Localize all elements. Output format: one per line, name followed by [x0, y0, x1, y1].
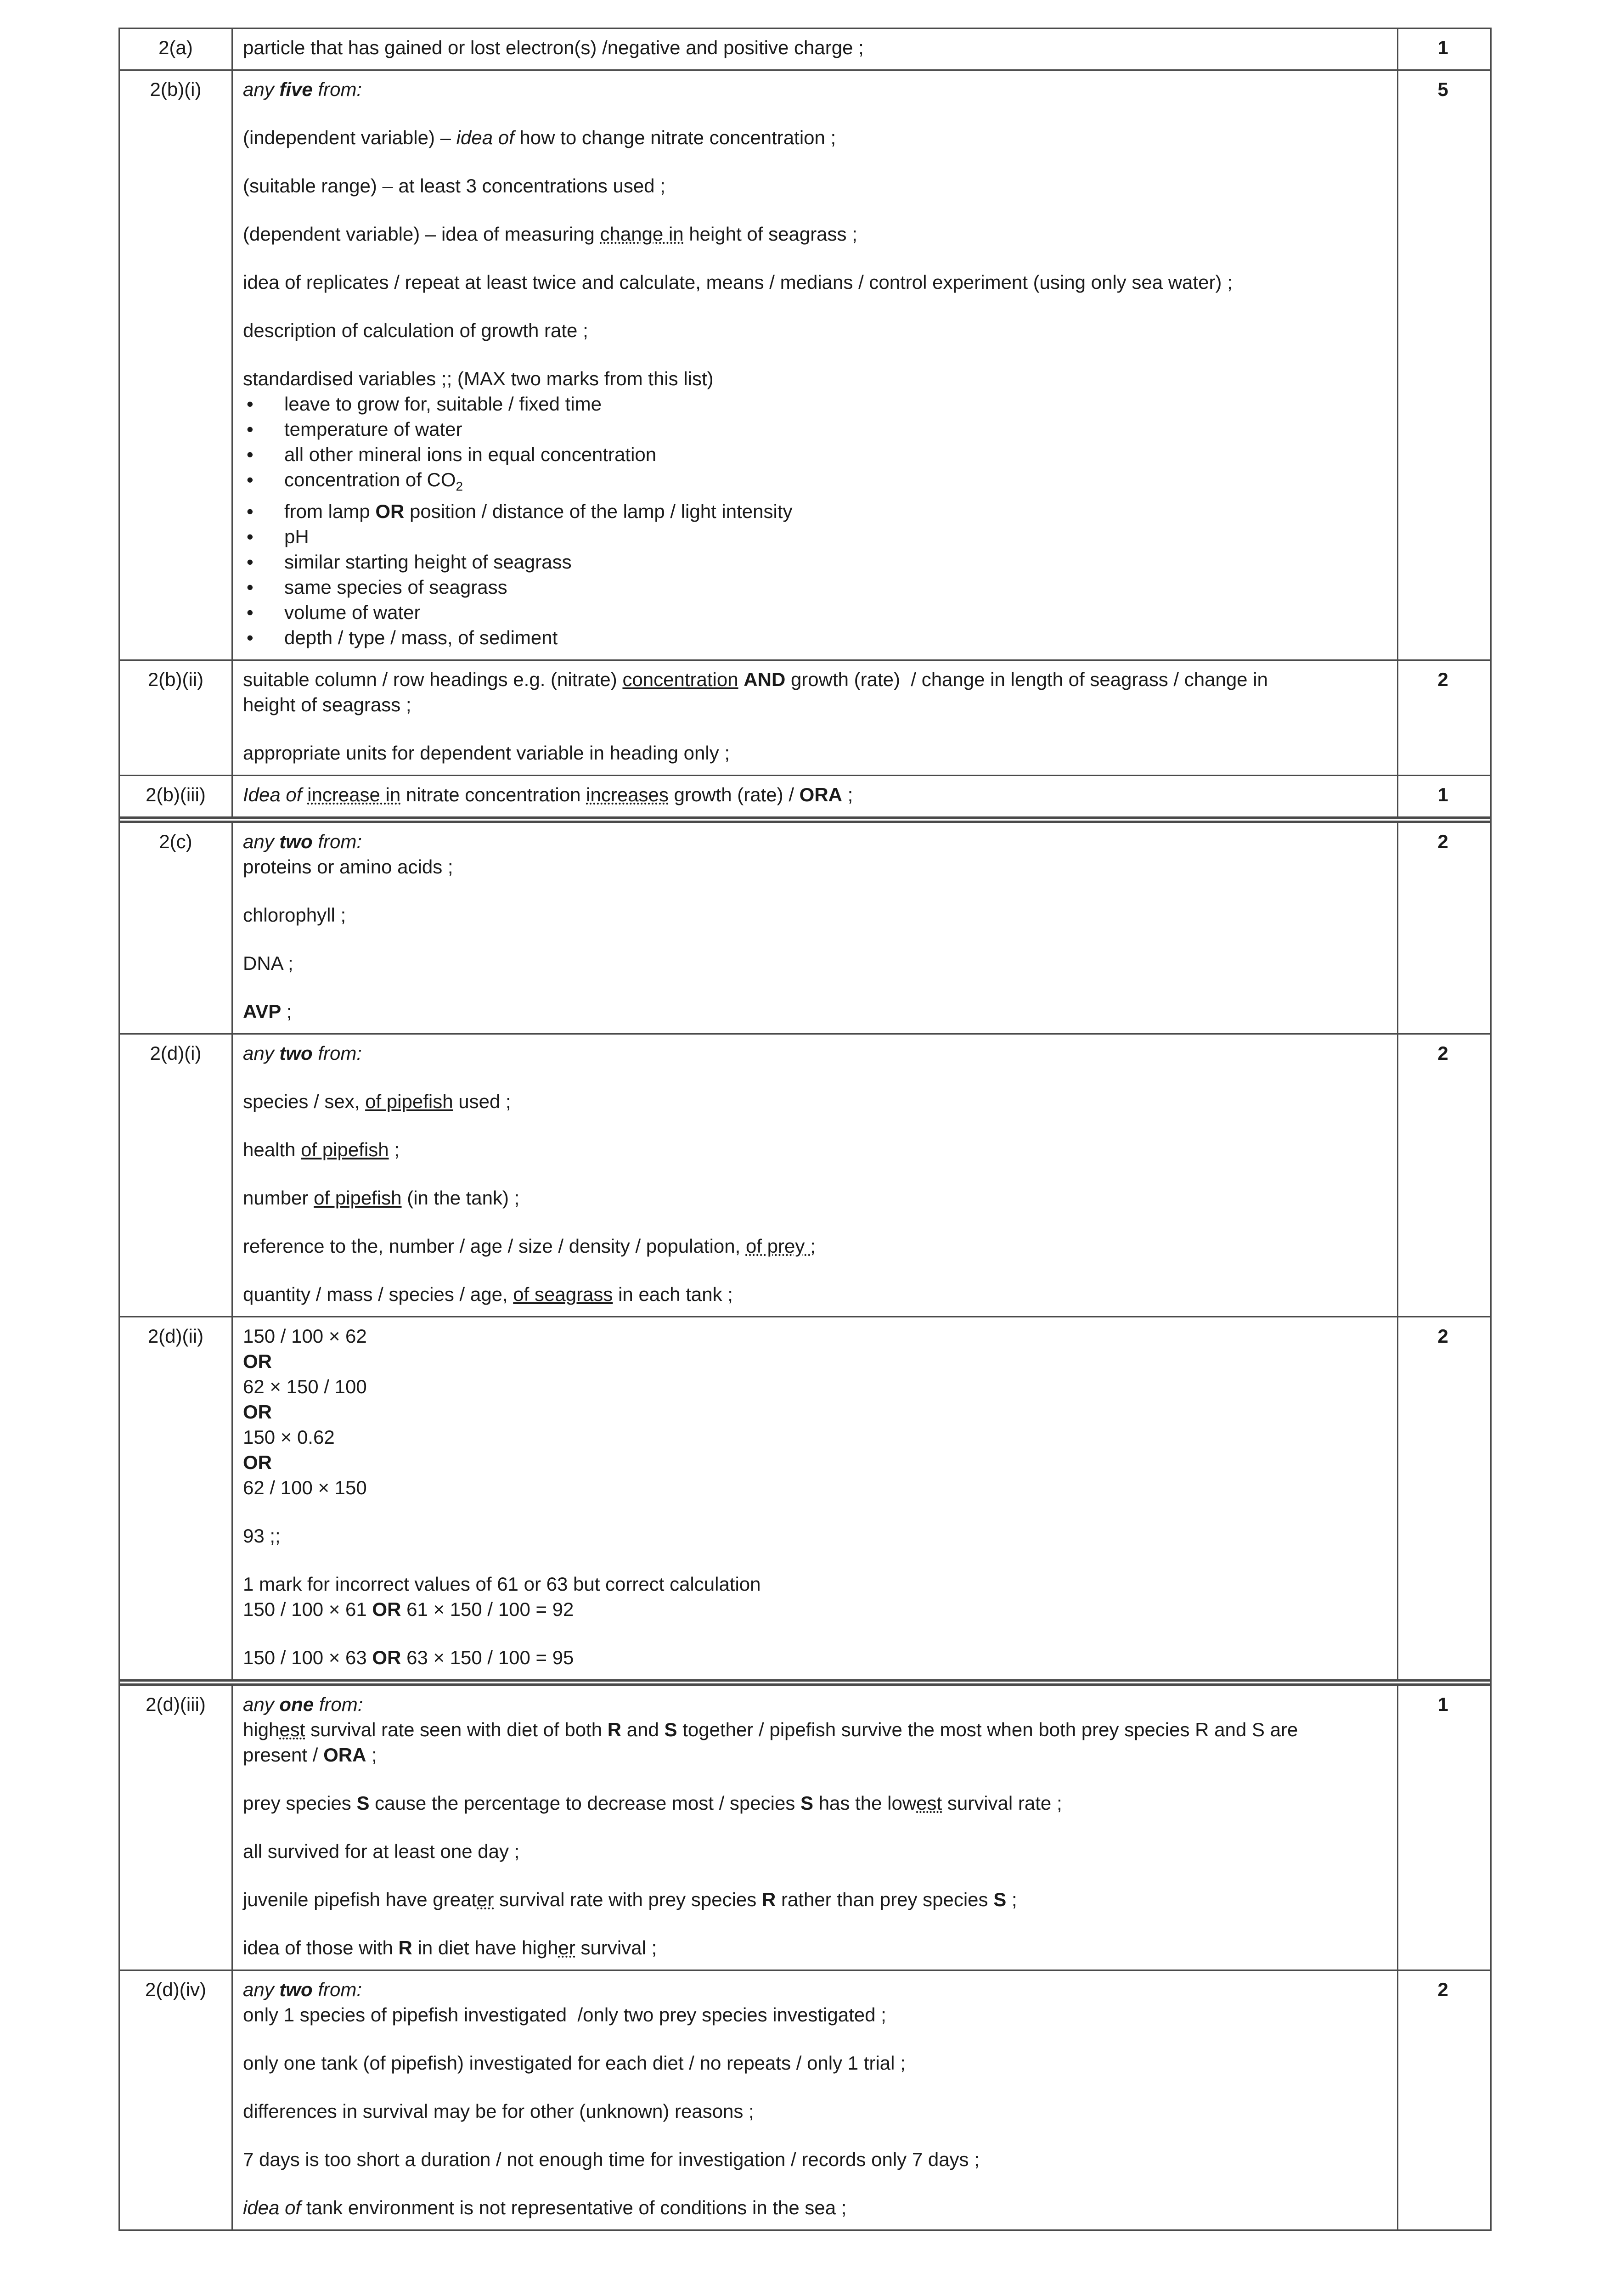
marks-value: 1: [1437, 37, 1448, 58]
table-row: [120, 1033, 1490, 1316]
text-segment: leave to grow for, suitable / fixed time: [284, 393, 602, 415]
answer-line: [243, 1137, 1389, 1162]
line-spacer: [243, 1210, 1389, 1233]
table-row: [120, 69, 1490, 659]
text-segment: of prey: [745, 1235, 811, 1257]
text-segment: any: [243, 831, 280, 853]
answer-line: [243, 999, 1389, 1024]
line-spacer: [243, 1864, 1389, 1887]
mark-scheme-table: [118, 28, 1492, 2231]
line-spacer: [243, 1548, 1389, 1571]
text-segment: height of seagrass ;: [683, 223, 857, 245]
line-spacer: [243, 1767, 1389, 1790]
answer-line: [243, 1742, 1389, 1767]
text-segment: AVP: [243, 1001, 282, 1023]
answer-cell: [233, 1317, 1398, 1679]
table-row: [120, 775, 1490, 816]
text-segment: 150 / 100 × 63: [243, 1647, 372, 1669]
text-segment: survival rate with prey species: [494, 1889, 762, 1911]
text-segment: 2: [456, 479, 463, 494]
text-segment: nitrate concentration: [400, 784, 586, 806]
text-segment: only 1 species of pipefish investigated /only two prey species investigated ;: [243, 2004, 886, 2026]
answer-line: [243, 221, 1389, 247]
answer-line: [243, 1692, 1389, 1717]
text-segment: er: [558, 1937, 575, 1959]
answer-line: [243, 270, 1389, 295]
text-segment: quantity / mass / species / age,: [243, 1283, 513, 1306]
text-segment: S: [800, 1792, 814, 1814]
text-segment: standardised variables ;; (MAX two marks from this list): [243, 368, 714, 389]
text-segment: S: [356, 1792, 370, 1814]
answer-line: [243, 1374, 1389, 1399]
answer-line: [243, 1399, 1389, 1424]
answer-line: [243, 77, 1389, 102]
text-segment: similar starting height of seagrass: [284, 551, 572, 573]
text-segment: ;: [1006, 1889, 1017, 1911]
text-segment: (suitable range) – at least 3 concentrations used ;: [243, 175, 665, 197]
text-segment: 62 × 150 / 100: [243, 1376, 367, 1398]
answer-line: [243, 1089, 1389, 1114]
answer-line: [243, 951, 1389, 976]
text-segment: has the low: [813, 1792, 917, 1814]
text-segment: all other mineral ions in equal concentration: [284, 444, 657, 465]
text-segment: how to change nitrate concentration ;: [514, 127, 836, 148]
table-row: [120, 1679, 1490, 1970]
text-segment: ;: [810, 1235, 816, 1257]
text-segment: two: [279, 1042, 313, 1064]
text-segment: one: [279, 1694, 314, 1716]
text-segment: two: [279, 1979, 313, 2001]
answer-cell: [233, 823, 1398, 1033]
text-segment: differences in survival may be for other (unknown) reasons ;: [243, 2100, 754, 2122]
text-segment: present /: [243, 1744, 324, 1766]
text-segment: 61 × 150 / 100 = 92: [401, 1598, 574, 1621]
text-segment: 1 mark for incorrect values of 61 or 63 but correct calculation: [243, 1573, 761, 1595]
bullet-item: [243, 600, 1389, 625]
answer-line: [243, 667, 1389, 692]
answer-line: [243, 1282, 1389, 1307]
text-segment: and: [621, 1719, 665, 1741]
answer-line: [243, 1185, 1389, 1210]
answer-line: [243, 366, 1389, 391]
line-spacer: [243, 1816, 1389, 1839]
text-segment: same species of seagrass: [284, 576, 507, 598]
text-segment: prey species: [243, 1792, 357, 1814]
text-segment: ORA: [799, 784, 843, 806]
answer-line: [243, 1424, 1389, 1450]
answer-line: [243, 829, 1389, 854]
text-segment: (in the tank) ;: [401, 1187, 520, 1209]
table-row: [120, 1316, 1490, 1679]
line-spacer: [243, 1500, 1389, 1523]
text-segment: 93 ;;: [243, 1525, 281, 1547]
answer-line: [243, 854, 1389, 879]
text-segment: in each tank ;: [613, 1283, 733, 1306]
text-segment: Idea of: [243, 784, 302, 806]
line-spacer: [243, 2172, 1389, 2195]
text-segment: OR: [372, 1598, 401, 1621]
text-segment: from lamp: [284, 501, 376, 523]
text-segment: used ;: [453, 1091, 511, 1113]
text-segment: R: [761, 1889, 776, 1911]
answer-line: [243, 2147, 1389, 2172]
bullet-item: [243, 574, 1389, 600]
line-spacer: [243, 879, 1389, 902]
text-segment: ;: [281, 1001, 292, 1023]
answer-line: [243, 2195, 1389, 2220]
text-segment: from:: [312, 831, 362, 853]
text-segment: R: [607, 1719, 622, 1741]
text-segment: any: [243, 79, 280, 100]
line-spacer: [243, 247, 1389, 270]
question-number: 2(d)(ii): [120, 1317, 233, 1679]
answer-line: [243, 2002, 1389, 2027]
text-segment: description of calculation of growth rate ;: [243, 320, 588, 341]
table-row: [120, 659, 1490, 775]
bullet-item: [243, 391, 1389, 416]
line-spacer: [243, 1114, 1389, 1137]
text-segment: any: [243, 1694, 280, 1716]
line-spacer: [243, 1622, 1389, 1645]
text-segment: reference to the, number / age / size / density / population,: [243, 1235, 746, 1257]
text-segment: concentration of CO: [284, 469, 456, 490]
text-segment: rather than prey species: [776, 1889, 994, 1911]
text-segment: growth (rate) /: [668, 784, 800, 806]
text-segment: 150 / 100 × 62: [243, 1325, 367, 1347]
text-segment: S: [664, 1719, 677, 1741]
text-segment: ORA: [323, 1744, 366, 1766]
answer-line: [243, 1233, 1389, 1259]
answer-line: [243, 1450, 1389, 1475]
question-number: 2(a): [120, 29, 233, 69]
answer-line: [243, 318, 1389, 343]
text-segment: appropriate units for dependent variable in heading only ;: [243, 742, 730, 764]
answer-cell: [233, 29, 1398, 69]
text-segment: (independent variable) –: [243, 127, 456, 148]
text-segment: change in: [600, 223, 684, 245]
text-segment: number: [243, 1187, 314, 1209]
answer-line: [243, 1717, 1389, 1742]
answer-line: [243, 740, 1389, 765]
text-segment: ;: [389, 1139, 400, 1161]
text-segment: from:: [312, 1979, 362, 2001]
text-segment: R: [398, 1937, 412, 1959]
line-spacer: [243, 717, 1389, 740]
text-segment: chlorophyll ;: [243, 904, 346, 926]
line-spacer: [243, 102, 1389, 125]
question-number: 2(c): [120, 823, 233, 1033]
answer-line: [243, 1041, 1389, 1066]
text-segment: suitable column / row headings e.g. (nitrate): [243, 669, 623, 691]
text-segment: temperature of water: [284, 418, 462, 440]
answer-line: [243, 1571, 1389, 1597]
text-segment: OR: [372, 1647, 401, 1669]
line-spacer: [243, 1066, 1389, 1089]
answer-cell: [233, 1686, 1398, 1970]
text-segment: 63 × 150 / 100 = 95: [401, 1647, 574, 1669]
text-segment: together / pipefish survive the most when both prey species R and S are: [677, 1719, 1298, 1741]
text-segment: survival rate seen with diet of both: [305, 1719, 608, 1741]
text-segment: of pipefish: [301, 1139, 389, 1161]
bullet-item: [243, 524, 1389, 549]
answer-line: [243, 782, 1389, 807]
text-segment: only one tank (of pipefish) investigated for each diet / no repeats / only 1 trial ;: [243, 2052, 906, 2074]
question-number: 2(d)(iv): [120, 1971, 233, 2229]
marks-value: 2: [1437, 1325, 1448, 1347]
answer-line: [243, 1935, 1389, 1960]
text-segment: of pipefish: [365, 1091, 453, 1113]
line-spacer: [243, 976, 1389, 999]
text-segment: S: [993, 1889, 1007, 1911]
text-segment: pH: [284, 526, 309, 548]
bullet-item: [243, 549, 1389, 574]
text-segment: two: [279, 831, 313, 853]
text-segment: volume of water: [284, 602, 421, 624]
text-segment: idea of those with: [243, 1937, 399, 1959]
text-segment: from:: [314, 1694, 363, 1716]
answer-line: [243, 35, 1389, 60]
text-segment: OR: [243, 1401, 272, 1423]
table-row: [120, 28, 1490, 69]
text-segment: er: [477, 1889, 494, 1911]
marks-value: 1: [1437, 1694, 1448, 1716]
text-segment: OR: [243, 1452, 272, 1474]
answer-cell: [233, 71, 1398, 659]
text-segment: 7 days is too short a duration / not enough time for investigation / records only 7 days ;: [243, 2149, 980, 2171]
answer-cell: [233, 661, 1398, 775]
text-segment: 150 / 100 × 61: [243, 1598, 372, 1621]
text-segment: est: [916, 1792, 942, 1814]
text-segment: health: [243, 1139, 301, 1161]
text-segment: from:: [312, 1042, 362, 1064]
text-segment: AND: [744, 669, 786, 691]
answer-line: [243, 1887, 1389, 1912]
answer-line: [243, 692, 1389, 717]
bullet-item: [243, 625, 1389, 650]
table-row: [120, 1970, 1490, 2229]
text-segment: concentration: [622, 669, 738, 691]
answer-line: [243, 1977, 1389, 2002]
line-spacer: [243, 1162, 1389, 1185]
text-segment: est: [279, 1719, 305, 1741]
text-segment: (dependent variable) – idea of measuring: [243, 223, 600, 245]
text-segment: ;: [366, 1744, 377, 1766]
line-spacer: [243, 198, 1389, 221]
text-segment: increases: [586, 784, 669, 806]
text-segment: OR: [243, 1351, 272, 1373]
text-segment: from:: [312, 79, 362, 100]
text-segment: of seagrass: [513, 1283, 613, 1306]
line-spacer: [243, 150, 1389, 173]
text-segment: increase in: [307, 784, 401, 806]
marks-value: 2: [1437, 669, 1448, 691]
text-segment: ;: [842, 784, 853, 806]
text-segment: particle that has gained or lost electron(s) /negative and positive charge ;: [243, 37, 864, 58]
line-spacer: [243, 2076, 1389, 2099]
answer-cell: [233, 1035, 1398, 1316]
text-segment: height of seagrass ;: [243, 694, 411, 716]
text-segment: species / sex,: [243, 1091, 366, 1113]
text-segment: survival ;: [575, 1937, 657, 1959]
bullet-item: [243, 467, 1389, 499]
text-segment: 150 × 0.62: [243, 1426, 335, 1448]
text-segment: five: [279, 79, 313, 100]
text-segment: OR: [375, 501, 405, 523]
answer-cell: [233, 1971, 1398, 2229]
text-segment: high: [243, 1719, 280, 1741]
question-number: 2(d)(i): [120, 1035, 233, 1316]
text-segment: [302, 784, 307, 805]
line-spacer: [243, 1259, 1389, 1282]
text-segment: position / distance of the lamp / light intensity: [404, 501, 793, 523]
text-segment: proteins or amino acids ;: [243, 856, 453, 878]
answer-line: [243, 1645, 1389, 1670]
question-number: 2(b)(i): [120, 71, 233, 659]
text-segment: all survived for at least one day ;: [243, 1840, 520, 1863]
question-number: 2(d)(iii): [120, 1686, 233, 1970]
line-spacer: [243, 928, 1389, 951]
answer-line: [243, 173, 1389, 198]
answer-line: [243, 1349, 1389, 1374]
marks-value: 2: [1437, 831, 1448, 853]
text-segment: idea of: [243, 2197, 301, 2219]
marks-value: 1: [1437, 784, 1448, 806]
text-segment: [738, 669, 744, 690]
line-spacer: [243, 343, 1389, 366]
question-number: 2(b)(iii): [120, 776, 233, 816]
text-segment: juvenile pipefish have great: [243, 1889, 477, 1911]
text-segment: any: [243, 1979, 280, 2001]
marks-value: 5: [1437, 79, 1448, 100]
marks-value: 2: [1437, 1042, 1448, 1064]
answer-line: [243, 1323, 1389, 1349]
text-segment: any: [243, 1042, 280, 1064]
text-segment: DNA ;: [243, 952, 293, 974]
answer-line: [243, 1790, 1389, 1816]
answer-line: [243, 125, 1389, 150]
bullet-item: [243, 416, 1389, 442]
line-spacer: [243, 295, 1389, 318]
text-segment: 62 / 100 × 150: [243, 1477, 367, 1499]
text-segment: cause the percentage to decrease most / species: [369, 1792, 801, 1814]
marks-value: 2: [1437, 1979, 1448, 2001]
text-segment: in diet have high: [412, 1937, 558, 1959]
answer-line: [243, 902, 1389, 928]
text-segment: idea of: [456, 127, 514, 148]
line-spacer: [243, 2027, 1389, 2050]
line-spacer: [243, 1912, 1389, 1935]
bullet-item: [243, 442, 1389, 467]
answer-line: [243, 2050, 1389, 2076]
line-spacer: [243, 2124, 1389, 2147]
answer-line: [243, 1597, 1389, 1622]
question-number: 2(b)(ii): [120, 661, 233, 775]
text-segment: growth (rate) / change in length of seagrass / change in: [785, 669, 1268, 691]
answer-line: [243, 1475, 1389, 1500]
text-segment: of pipefish: [314, 1187, 402, 1209]
text-segment: depth / type / mass, of sediment: [284, 627, 558, 649]
answer-line: [243, 1523, 1389, 1548]
table-row: [120, 816, 1490, 1033]
answer-line: [243, 2099, 1389, 2124]
answer-cell: [233, 776, 1398, 816]
text-segment: tank environment is not representative of conditions in the sea ;: [301, 2197, 847, 2219]
text-segment: idea of replicates / repeat at least twice and calculate, means / medians / control experiment (using only sea water) ;: [243, 271, 1233, 293]
bullet-item: [243, 499, 1389, 524]
text-segment: survival rate ;: [942, 1792, 1062, 1814]
answer-line: [243, 1839, 1389, 1864]
